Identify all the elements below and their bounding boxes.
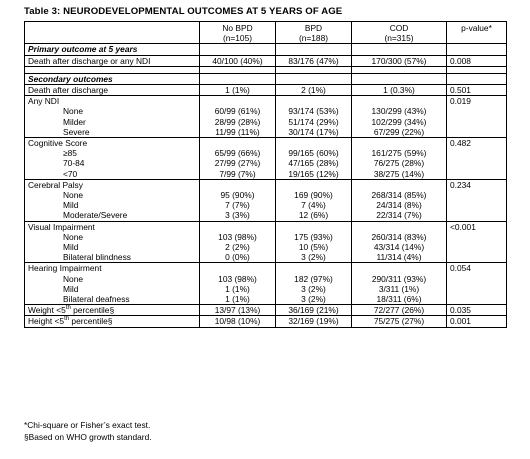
- cell-bpd: 3 (2%): [276, 294, 352, 305]
- cell-no-bpd: 27/99 (27%): [200, 158, 276, 168]
- height-row: [25, 316, 507, 327]
- cell-cod: 130/299 (43%): [352, 106, 447, 116]
- cell-no-bpd: 11/99 (11%): [200, 127, 276, 138]
- cell-cod: 75/275 (27%): [352, 316, 447, 327]
- header-no-bpd: No BPD (n=105): [200, 22, 276, 44]
- cell-cod: 170/300 (57%): [352, 55, 447, 66]
- group-label: Hearing Impairment: [25, 263, 200, 274]
- table-body: [25, 22, 507, 328]
- cell-bpd: 30/174 (17%): [276, 127, 352, 138]
- weight-row: [25, 305, 507, 316]
- cell-bpd: 7 (4%): [276, 200, 352, 210]
- table-title: Table 3: NEURODEVELOPMENTAL OUTCOMES AT 5 YEARS OF AGE: [24, 6, 343, 17]
- cell-no-bpd: 3 (3%): [200, 210, 276, 221]
- subrow-cognitive-score: [25, 169, 507, 180]
- cell-p-value: <0.001: [447, 221, 507, 232]
- primary-outcome-heading: Primary outcome at 5 years: [25, 44, 200, 55]
- header-p-value: p-value*: [447, 22, 507, 44]
- secondary-header-row: [25, 73, 507, 84]
- row-label: Height <5th percentile§: [25, 316, 200, 327]
- secondary-outcomes-heading: Secondary outcomes: [25, 73, 200, 84]
- death-row: [25, 85, 507, 96]
- subrow-label: Moderate/Severe: [25, 210, 200, 221]
- subrow-label: Severe: [25, 127, 200, 138]
- cell-no-bpd: 1 (1%): [200, 85, 276, 96]
- cell-p-value: 0.035: [447, 305, 507, 316]
- cell-cod: 290/311 (93%): [352, 274, 447, 284]
- group-label: Cerebral Palsy: [25, 179, 200, 190]
- cell-p-value: 0.234: [447, 179, 507, 190]
- cell-no-bpd: 0 (0%): [200, 252, 276, 263]
- cell-cod: 67/299 (22%): [352, 127, 447, 138]
- cell-bpd: 99/165 (60%): [276, 148, 352, 158]
- cell-p-value: 0.019: [447, 96, 507, 107]
- subrow-label: ≥85: [25, 148, 200, 158]
- cell-bpd: 3 (2%): [276, 284, 352, 294]
- cell-cod: 3/311 (1%): [352, 284, 447, 294]
- row-label: Weight <5th percentile§: [25, 305, 200, 316]
- cell-cod: 260/314 (83%): [352, 232, 447, 242]
- subrow-label: 70-84: [25, 158, 200, 168]
- cell-p-value: 0.008: [447, 55, 507, 66]
- cell-no-bpd: 2 (2%): [200, 242, 276, 252]
- subrow-visual-impairment: [25, 242, 507, 252]
- cell-bpd: 182 (97%): [276, 274, 352, 284]
- cell-no-bpd: 1 (1%): [200, 284, 276, 294]
- cell-p-value: 0.054: [447, 263, 507, 274]
- subrow-cerebral-palsy: [25, 200, 507, 210]
- subrow-hearing-impairment: [25, 284, 507, 294]
- cell-bpd: 2 (1%): [276, 85, 352, 96]
- cell-bpd: 19/165 (12%): [276, 169, 352, 180]
- subrow-label: Bilateral blindness: [25, 252, 200, 263]
- cell-p-value: 0.001: [447, 316, 507, 327]
- cell-no-bpd: 40/100 (40%): [200, 55, 276, 66]
- subrow-label: Milder: [25, 117, 200, 127]
- cell-bpd: 51/174 (29%): [276, 117, 352, 127]
- cell-no-bpd: 103 (98%): [200, 274, 276, 284]
- group-row-visual-impairment: [25, 221, 507, 232]
- cell-cod: 11/314 (4%): [352, 252, 447, 263]
- cell-cod: 22/314 (7%): [352, 210, 447, 221]
- cell-no-bpd: 7 (7%): [200, 200, 276, 210]
- cell-no-bpd: 103 (98%): [200, 232, 276, 242]
- subrow-label: <70: [25, 169, 200, 180]
- cell-bpd: 10 (5%): [276, 242, 352, 252]
- group-label: Any NDI: [25, 96, 200, 107]
- cell-cod: 161/275 (59%): [352, 148, 447, 158]
- group-label: Visual Impairment: [25, 221, 200, 232]
- spacer-row: [25, 66, 507, 73]
- cell-no-bpd: 60/99 (61%): [200, 106, 276, 116]
- group-row-any-ndi: [25, 96, 507, 107]
- subrow-label: Bilateral deafness: [25, 294, 200, 305]
- cell-cod: 24/314 (8%): [352, 200, 447, 210]
- subrow-hearing-impairment: [25, 274, 507, 284]
- subrow-cognitive-score: [25, 158, 507, 168]
- cell-no-bpd: 65/99 (66%): [200, 148, 276, 158]
- group-row-hearing-impairment: [25, 263, 507, 274]
- subrow-label: Mild: [25, 242, 200, 252]
- cell-cod: 1 (0.3%): [352, 85, 447, 96]
- subrow-label: Mild: [25, 284, 200, 294]
- subrow-label: None: [25, 190, 200, 200]
- cell-no-bpd: 13/97 (13%): [200, 305, 276, 316]
- subrow-visual-impairment: [25, 232, 507, 242]
- footnote-who: §Based on WHO growth standard.: [24, 432, 152, 442]
- cell-bpd: 36/169 (21%): [276, 305, 352, 316]
- primary-outcome-row: [25, 55, 507, 66]
- subrow-label: None: [25, 274, 200, 284]
- group-label: Cognitive Score: [25, 138, 200, 149]
- subrow-any-ndi: [25, 127, 507, 138]
- cell-cod: 43/314 (14%): [352, 242, 447, 252]
- subrow-label: None: [25, 232, 200, 242]
- subrow-any-ndi: [25, 106, 507, 116]
- cell-cod: 268/314 (85%): [352, 190, 447, 200]
- cell-bpd: 169 (90%): [276, 190, 352, 200]
- cell-bpd: 93/174 (53%): [276, 106, 352, 116]
- outcomes-table: [24, 21, 507, 328]
- cell-p-value: 0.482: [447, 138, 507, 149]
- cell-cod: 18/311 (6%): [352, 294, 447, 305]
- subrow-label: Mild: [25, 200, 200, 210]
- row-label: Death after discharge or any NDI: [25, 55, 200, 66]
- cell-bpd: 3 (2%): [276, 252, 352, 263]
- subrow-cerebral-palsy: [25, 190, 507, 200]
- header-bpd: BPD (n=188): [276, 22, 352, 44]
- header-blank: [25, 22, 200, 44]
- cell-cod: 72/277 (26%): [352, 305, 447, 316]
- subrow-cerebral-palsy: [25, 210, 507, 221]
- primary-header-row: [25, 44, 507, 55]
- header-row: [25, 22, 507, 44]
- subrow-visual-impairment: [25, 252, 507, 263]
- cell-no-bpd: 7/99 (7%): [200, 169, 276, 180]
- row-label: Death after discharge: [25, 85, 200, 96]
- cell-p-value: 0.501: [447, 85, 507, 96]
- cell-bpd: 12 (6%): [276, 210, 352, 221]
- cell-no-bpd: 28/99 (28%): [200, 117, 276, 127]
- subrow-hearing-impairment: [25, 294, 507, 305]
- cell-no-bpd: 95 (90%): [200, 190, 276, 200]
- cell-bpd: 83/176 (47%): [276, 55, 352, 66]
- cell-bpd: 47/165 (28%): [276, 158, 352, 168]
- subrow-any-ndi: [25, 117, 507, 127]
- cell-no-bpd: 10/98 (10%): [200, 316, 276, 327]
- group-row-cerebral-palsy: [25, 179, 507, 190]
- subrow-label: None: [25, 106, 200, 116]
- cell-cod: 102/299 (34%): [352, 117, 447, 127]
- header-cod: COD (n=315): [352, 22, 447, 44]
- cell-cod: 76/275 (28%): [352, 158, 447, 168]
- cell-no-bpd: 1 (1%): [200, 294, 276, 305]
- cell-cod: 38/275 (14%): [352, 169, 447, 180]
- footnote-p-value: *Chi-square or Fisher’s exact test.: [24, 420, 151, 430]
- group-row-cognitive-score: [25, 138, 507, 149]
- subrow-cognitive-score: [25, 148, 507, 158]
- cell-bpd: 175 (93%): [276, 232, 352, 242]
- cell-bpd: 32/169 (19%): [276, 316, 352, 327]
